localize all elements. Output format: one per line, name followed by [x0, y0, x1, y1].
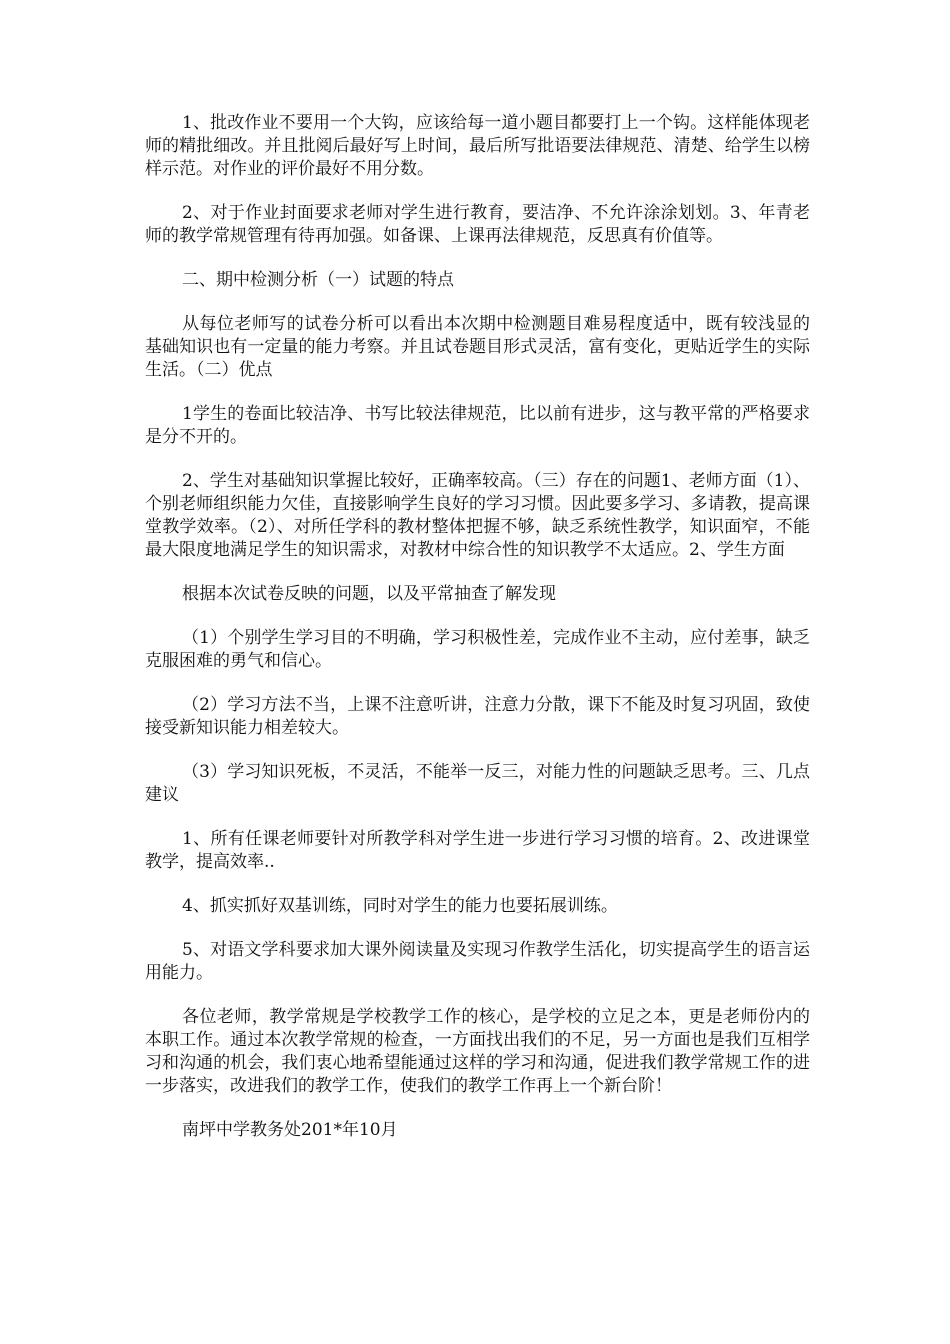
paragraph-exam-features: 从每位老师写的试卷分析可以看出本次期中检测题目难易程度适中，既有较浅显的基础知识也有一定量的能力考察。并且试卷题目形式灵活，富有变化，更贴近学生的实际生活。（二）优点: [145, 314, 810, 380]
paragraph-homework-checkmarks: 1、批改作业不要用一个大钩，应该给每一道小题目都要打上一个钩。这样能体现老师的精批细改。并且批阅后最好写上时间，最后所写批语要法律规范、清楚、给学生以榜样示范。对作业的评价最好不用分数。: [145, 113, 810, 179]
paragraph-student-findings-intro: 根据本次试卷反映的问题，以及平常抽查了解发现: [182, 584, 556, 604]
document-body: [145, 112, 810, 1163]
paragraph-suggestion-5: 5、对语文学科要求加大课外阅读量及实现习作教学生活化，切实提高学生的语言运用能力。: [145, 940, 810, 983]
paragraph-strength-1: 1学生的卷面比较洁净、书写比较法律规范，比以前有进步，这与教平常的严格要求是分不开的。: [145, 404, 810, 447]
paragraph-suggestion-1-2: 1、所有任课老师要针对所教学科对学生进一步进行学习习惯的培育。2、改进课堂教学，提高效率..: [145, 829, 810, 872]
paragraph-homework-cover: 2、对于作业封面要求老师对学生进行教育，要洁净、不允许涂涂划划。3、年青老师的教学常规管理有待再加强。如备课、上课再法律规范，反思真有价值等。: [145, 203, 810, 246]
paragraph-student-issue-1: （1）个别学生学习目的不明确，学习积极性差，完成作业不主动，应付差事，缺乏克服困难的勇气和信心。: [145, 628, 810, 671]
signature-line: 南坪中学教务处201*年10月: [182, 1120, 398, 1140]
section-heading-midterm-analysis: 二、期中检测分析（一）试题的特点: [182, 270, 454, 290]
paragraph-student-issue-3: （3）学习知识死板，不灵活，不能举一反三，对能力性的问题缺乏思考。三、几点建议: [145, 762, 810, 805]
paragraph-suggestion-4: 4、抓实抓好双基训练，同时对学生的能力也要拓展训练。: [182, 896, 618, 916]
paragraph-strength-2-problems: 2、学生对基础知识掌握比较好，正确率较高。（三）存在的问题1、老师方面（1）、个别老师组织能力欠佳，直接影响学生良好的学习习惯。因此要多学习、多请教，提高课堂教学效率。（2）、对所任学科的教材整体把握不够，缺乏系统性教学，知识面窄，不能最大限度地满足学生的知识需求，对教材中综合性的知识教学不太适应。2、学生方面: [145, 471, 810, 560]
paragraph-student-issue-2: （2）学习方法不当，上课不注意听讲，注意力分散，课下不能及时复习巩固，致使接受新知识能力相差较大。: [145, 695, 810, 738]
paragraph-closing: 各位老师，教学常规是学校教学工作的核心，是学校的立足之本，更是老师份内的本职工作。通过本次教学常规的检查，一方面找出我们的不足，另一方面也是我们互相学习和沟通的机会，我们衷心地希望能通过这样的学习和沟通，促进我们教学常规工作的进一步落实，改进我们的教学工作，使我们的教学工作再上一个新台阶！: [145, 1007, 810, 1096]
